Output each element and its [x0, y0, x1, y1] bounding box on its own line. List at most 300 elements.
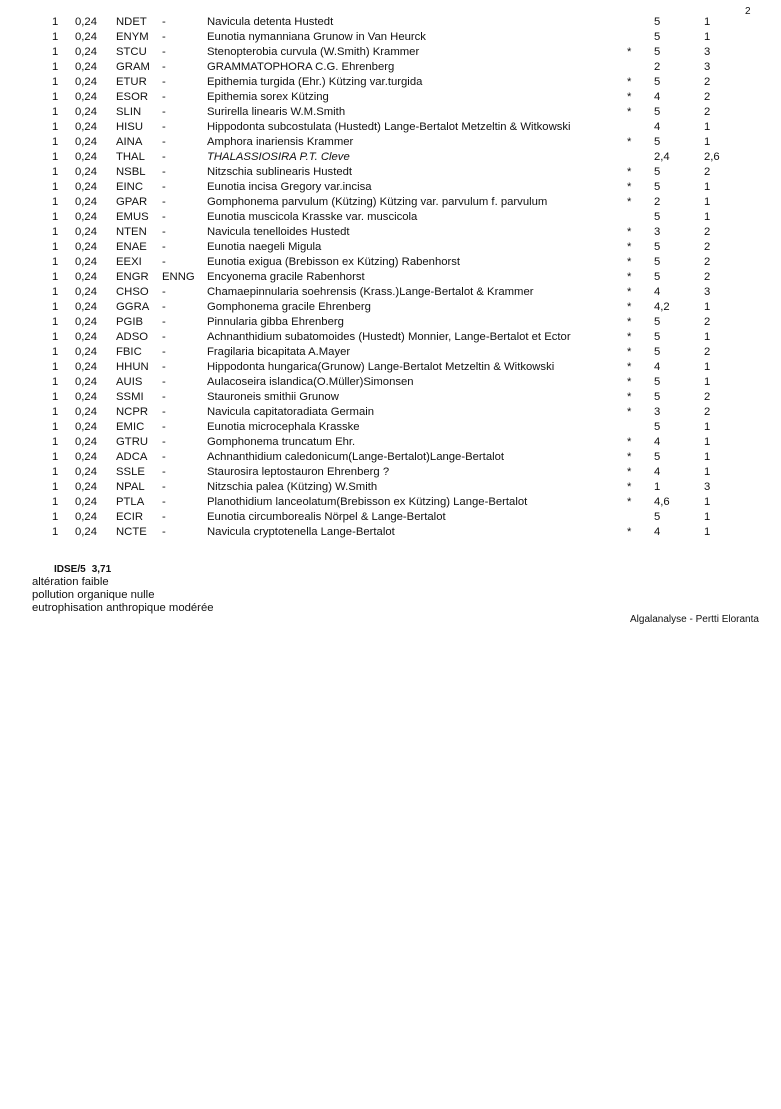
species-name-cell: Nitzschia palea (Kützing) W.Smith — [207, 481, 378, 493]
count-cell: 1 — [52, 241, 59, 253]
alt-code-cell: - — [162, 16, 166, 28]
table-row — [0, 300, 781, 315]
count-cell: 1 — [52, 391, 59, 403]
index-label: IDSE/5 — [54, 564, 86, 575]
sensitivity-cell: 5 — [654, 331, 661, 343]
code-cell: SSMI — [116, 391, 144, 403]
code-cell: ECIR — [116, 511, 143, 523]
value-cell: 1 — [704, 376, 711, 388]
sensitivity-cell: 4 — [654, 436, 661, 448]
species-name-cell: Navicula detenta Hustedt — [207, 16, 334, 28]
code-cell: SSLE — [116, 466, 145, 478]
table-row — [0, 210, 781, 225]
percent-cell: 0,24 — [75, 196, 97, 208]
marker-cell: * — [627, 256, 632, 268]
species-name-cell: Chamaepinnularia soehrensis (Krass.)Lange-Bertalot & Krammer — [207, 286, 534, 298]
species-name-cell: Surirella linearis W.M.Smith — [207, 106, 346, 118]
species-name-cell: Navicula cryptotenella Lange-Bertalot — [207, 526, 395, 538]
marker-cell: * — [627, 391, 632, 403]
alt-code-cell: - — [162, 466, 166, 478]
code-cell: CHSO — [116, 286, 149, 298]
sensitivity-cell: 4,6 — [654, 496, 670, 508]
sensitivity-cell: 4 — [654, 121, 661, 133]
count-cell: 1 — [52, 16, 59, 28]
table-row — [0, 285, 781, 300]
value-cell: 1 — [704, 121, 711, 133]
marker-cell: * — [627, 526, 632, 538]
alt-code-cell: - — [162, 121, 166, 133]
count-cell: 1 — [52, 166, 59, 178]
percent-cell: 0,24 — [75, 526, 97, 538]
code-cell: ADCA — [116, 451, 148, 463]
count-cell: 1 — [52, 376, 59, 388]
species-name-cell: Planothidium lanceolatum(Brebisson ex Kützing) Lange-Bertalot — [207, 496, 528, 508]
marker-cell: * — [627, 301, 632, 313]
value-cell: 1 — [704, 211, 711, 223]
sensitivity-cell: 5 — [654, 256, 661, 268]
code-cell: AINA — [116, 136, 143, 148]
value-cell: 2 — [704, 226, 711, 238]
table-row — [0, 375, 781, 390]
marker-cell: * — [627, 361, 632, 373]
code-cell: NTEN — [116, 226, 147, 238]
count-cell: 1 — [52, 181, 59, 193]
alt-code-cell: - — [162, 286, 166, 298]
value-cell: 2 — [704, 106, 711, 118]
percent-cell: 0,24 — [75, 301, 97, 313]
count-cell: 1 — [52, 481, 59, 493]
sensitivity-cell: 2 — [654, 196, 661, 208]
value-cell: 1 — [704, 31, 711, 43]
species-name-cell: Achnanthidium subatomoides (Hustedt) Monnier, Lange-Bertalot et Ector — [207, 331, 571, 343]
marker-cell: * — [627, 496, 632, 508]
code-cell: ENYM — [116, 31, 149, 43]
code-cell: GRAM — [116, 61, 150, 73]
index-value: 3,71 — [91, 564, 112, 575]
percent-cell: 0,24 — [75, 256, 97, 268]
species-name-cell: Amphora inariensis Krammer — [207, 136, 354, 148]
alt-code-cell: - — [162, 316, 166, 328]
table-row — [0, 525, 781, 540]
code-cell: AUIS — [116, 376, 143, 388]
value-cell: 2 — [704, 241, 711, 253]
value-cell: 3 — [704, 46, 711, 58]
sensitivity-cell: 5 — [654, 46, 661, 58]
count-cell: 1 — [52, 331, 59, 343]
value-cell: 2 — [704, 391, 711, 403]
code-cell: EINC — [116, 181, 143, 193]
value-cell: 2 — [704, 406, 711, 418]
alt-code-cell: - — [162, 361, 166, 373]
sensitivity-cell: 5 — [654, 376, 661, 388]
species-name-cell: Epithemia sorex Kützing — [207, 91, 329, 103]
count-cell: 1 — [52, 406, 59, 418]
value-cell: 1 — [704, 181, 711, 193]
alt-code-cell: - — [162, 31, 166, 43]
value-cell: 1 — [704, 526, 711, 538]
percent-cell: 0,24 — [75, 286, 97, 298]
sensitivity-cell: 5 — [654, 346, 661, 358]
species-name-cell: Hippodonta subcostulata (Hustedt) Lange-Bertalot Metzeltin & Witkowski — [207, 121, 571, 133]
species-name-cell: Epithemia turgida (Ehr.) Kützing var.turgida — [207, 76, 423, 88]
table-row — [0, 135, 781, 150]
alt-code-cell: - — [162, 421, 166, 433]
sensitivity-cell: 4 — [654, 466, 661, 478]
table-row — [0, 255, 781, 270]
sensitivity-cell: 5 — [654, 316, 661, 328]
table-row — [0, 150, 781, 165]
sensitivity-cell: 5 — [654, 421, 661, 433]
sensitivity-cell: 5 — [654, 16, 661, 28]
species-name-cell: Eunotia incisa Gregory var.incisa — [207, 181, 372, 193]
alt-code-cell: - — [162, 211, 166, 223]
marker-cell: * — [627, 466, 632, 478]
percent-cell: 0,24 — [75, 166, 97, 178]
table-row — [0, 75, 781, 90]
percent-cell: 0,24 — [75, 346, 97, 358]
code-cell: EMUS — [116, 211, 149, 223]
percent-cell: 0,24 — [75, 406, 97, 418]
alt-code-cell: - — [162, 151, 166, 163]
summary-line: pollution organique nulle — [32, 589, 155, 601]
code-cell: FBIC — [116, 346, 142, 358]
alt-code-cell: - — [162, 181, 166, 193]
marker-cell: * — [627, 376, 632, 388]
code-cell: EMIC — [116, 421, 145, 433]
table-row — [0, 45, 781, 60]
count-cell: 1 — [52, 511, 59, 523]
percent-cell: 0,24 — [75, 361, 97, 373]
count-cell: 1 — [52, 136, 59, 148]
value-cell: 1 — [704, 421, 711, 433]
alt-code-cell: - — [162, 301, 166, 313]
value-cell: 1 — [704, 436, 711, 448]
alt-code-cell: - — [162, 406, 166, 418]
count-cell: 1 — [52, 106, 59, 118]
page-number: 2 — [745, 6, 751, 17]
count-cell: 1 — [52, 421, 59, 433]
percent-cell: 0,24 — [75, 511, 97, 523]
alt-code-cell: - — [162, 481, 166, 493]
percent-cell: 0,24 — [75, 91, 97, 103]
species-name-cell: Eunotia exigua (Brebisson ex Kützing) Rabenhorst — [207, 256, 461, 268]
alt-code-cell: - — [162, 106, 166, 118]
count-cell: 1 — [52, 256, 59, 268]
species-name-cell: Achnanthidium caledonicum(Lange-Bertalot)Lange-Bertalot — [207, 451, 505, 463]
species-name-cell: Eunotia muscicola Krasske var. muscicola — [207, 211, 418, 223]
sensitivity-cell: 4 — [654, 286, 661, 298]
marker-cell: * — [627, 316, 632, 328]
sensitivity-cell: 1 — [654, 481, 661, 493]
count-cell: 1 — [52, 271, 59, 283]
marker-cell: * — [627, 346, 632, 358]
alt-code-cell: - — [162, 436, 166, 448]
code-cell: NCPR — [116, 406, 149, 418]
count-cell: 1 — [52, 211, 59, 223]
table-row — [0, 450, 781, 465]
percent-cell: 0,24 — [75, 316, 97, 328]
count-cell: 1 — [52, 301, 59, 313]
code-cell: GGRA — [116, 301, 150, 313]
table-row — [0, 345, 781, 360]
species-name-cell: Eunotia nymanniana Grunow in Van Heurck — [207, 31, 426, 43]
alt-code-cell: - — [162, 76, 166, 88]
sensitivity-cell: 5 — [654, 106, 661, 118]
species-name-cell: Navicula capitatoradiata Germain — [207, 406, 375, 418]
sensitivity-cell: 3 — [654, 226, 661, 238]
alt-code-cell: ENNG — [162, 271, 195, 283]
code-cell: HISU — [116, 121, 143, 133]
percent-cell: 0,24 — [75, 226, 97, 238]
marker-cell: * — [627, 241, 632, 253]
alt-code-cell: - — [162, 196, 166, 208]
sensitivity-cell: 5 — [654, 241, 661, 253]
species-name-cell: Eunotia circumborealis Nörpel & Lange-Bertalot — [207, 511, 446, 523]
value-cell: 1 — [704, 196, 711, 208]
percent-cell: 0,24 — [75, 46, 97, 58]
value-cell: 2 — [704, 166, 711, 178]
percent-cell: 0,24 — [75, 121, 97, 133]
code-cell: ADSO — [116, 331, 149, 343]
table-row — [0, 420, 781, 435]
count-cell: 1 — [52, 31, 59, 43]
count-cell: 1 — [52, 451, 59, 463]
species-name-cell: Staurosira leptostauron Ehrenberg ? — [207, 466, 390, 478]
percent-cell: 0,24 — [75, 211, 97, 223]
species-name-cell: Nitzschia sublinearis Hustedt — [207, 166, 353, 178]
marker-cell: * — [627, 331, 632, 343]
sensitivity-cell: 5 — [654, 181, 661, 193]
table-row — [0, 195, 781, 210]
species-name-cell: Gomphonema gracile Ehrenberg — [207, 301, 371, 313]
code-cell: GPAR — [116, 196, 148, 208]
summary-line: eutrophisation anthropique modérée — [32, 602, 214, 614]
sensitivity-cell: 5 — [654, 451, 661, 463]
sensitivity-cell: 5 — [654, 136, 661, 148]
code-cell: EEXI — [116, 256, 142, 268]
marker-cell: * — [627, 451, 632, 463]
species-name-cell: Encyonema gracile Rabenhorst — [207, 271, 365, 283]
code-cell: ENGR — [116, 271, 149, 283]
value-cell: 2 — [704, 271, 711, 283]
value-cell: 2 — [704, 316, 711, 328]
alt-code-cell: - — [162, 391, 166, 403]
percent-cell: 0,24 — [75, 136, 97, 148]
summary-line: altération faible — [32, 576, 109, 588]
sensitivity-cell: 5 — [654, 391, 661, 403]
species-name-cell: Hippodonta hungarica(Grunow) Lange-Bertalot Metzeltin & Witkowski — [207, 361, 555, 373]
sensitivity-cell: 5 — [654, 76, 661, 88]
species-name-cell: Eunotia microcephala Krasske — [207, 421, 360, 433]
percent-cell: 0,24 — [75, 106, 97, 118]
count-cell: 1 — [52, 76, 59, 88]
alt-code-cell: - — [162, 241, 166, 253]
code-cell: SLIN — [116, 106, 142, 118]
species-name-cell: Fragilaria bicapitata A.Mayer — [207, 346, 351, 358]
value-cell: 3 — [704, 61, 711, 73]
percent-cell: 0,24 — [75, 181, 97, 193]
value-cell: 1 — [704, 361, 711, 373]
summary-index — [32, 563, 214, 576]
alt-code-cell: - — [162, 166, 166, 178]
footer-credit: Algalanalyse - Pertti Eloranta — [630, 614, 759, 625]
sensitivity-cell: 5 — [654, 511, 661, 523]
percent-cell: 0,24 — [75, 76, 97, 88]
sensitivity-cell: 4 — [654, 91, 661, 103]
table-row — [0, 330, 781, 345]
value-cell: 1 — [704, 331, 711, 343]
species-name-cell: THALASSIOSIRA P.T. Cleve — [207, 151, 350, 163]
species-name-cell: Gomphonema truncatum Ehr. — [207, 436, 356, 448]
percent-cell: 0,24 — [75, 31, 97, 43]
marker-cell: * — [627, 481, 632, 493]
marker-cell: * — [627, 46, 632, 58]
code-cell: ETUR — [116, 76, 147, 88]
species-table — [0, 15, 781, 540]
table-row — [0, 360, 781, 375]
marker-cell: * — [627, 436, 632, 448]
count-cell: 1 — [52, 286, 59, 298]
sensitivity-cell: 5 — [654, 166, 661, 178]
alt-code-cell: - — [162, 91, 166, 103]
count-cell: 1 — [52, 226, 59, 238]
marker-cell: * — [627, 226, 632, 238]
alt-code-cell: - — [162, 376, 166, 388]
code-cell: NDET — [116, 16, 147, 28]
table-row — [0, 60, 781, 75]
marker-cell: * — [627, 181, 632, 193]
sensitivity-cell: 3 — [654, 406, 661, 418]
value-cell: 1 — [704, 496, 711, 508]
percent-cell: 0,24 — [75, 151, 97, 163]
table-row — [0, 405, 781, 420]
marker-cell: * — [627, 406, 632, 418]
alt-code-cell: - — [162, 496, 166, 508]
percent-cell: 0,24 — [75, 61, 97, 73]
marker-cell: * — [627, 136, 632, 148]
value-cell: 2 — [704, 346, 711, 358]
sensitivity-cell: 4 — [654, 526, 661, 538]
percent-cell: 0,24 — [75, 421, 97, 433]
alt-code-cell: - — [162, 46, 166, 58]
species-name-cell: Aulacoseira islandica(O.Müller)Simonsen — [207, 376, 414, 388]
value-cell: 1 — [704, 511, 711, 523]
species-name-cell: Navicula tenelloides Hustedt — [207, 226, 350, 238]
species-name-cell: Stenopterobia curvula (W.Smith) Krammer — [207, 46, 420, 58]
percent-cell: 0,24 — [75, 391, 97, 403]
value-cell: 1 — [704, 466, 711, 478]
species-name-cell: Pinnularia gibba Ehrenberg — [207, 316, 344, 328]
species-name-cell: Gomphonema parvulum (Kützing) Kützing var. parvulum f. parvulum — [207, 196, 548, 208]
marker-cell: * — [627, 271, 632, 283]
count-cell: 1 — [52, 496, 59, 508]
table-row — [0, 15, 781, 30]
percent-cell: 0,24 — [75, 331, 97, 343]
table-row — [0, 105, 781, 120]
alt-code-cell: - — [162, 136, 166, 148]
value-cell: 1 — [704, 136, 711, 148]
value-cell: 3 — [704, 481, 711, 493]
code-cell: HHUN — [116, 361, 149, 373]
percent-cell: 0,24 — [75, 466, 97, 478]
code-cell: NPAL — [116, 481, 145, 493]
value-cell: 2 — [704, 76, 711, 88]
alt-code-cell: - — [162, 226, 166, 238]
code-cell: GTRU — [116, 436, 149, 448]
species-name-cell: GRAMMATOPHORA C.G. Ehrenberg — [207, 61, 395, 73]
value-cell: 1 — [704, 451, 711, 463]
code-cell: STCU — [116, 46, 147, 58]
count-cell: 1 — [52, 361, 59, 373]
value-cell: 1 — [704, 16, 711, 28]
alt-code-cell: - — [162, 451, 166, 463]
value-cell: 2,6 — [704, 151, 720, 163]
percent-cell: 0,24 — [75, 481, 97, 493]
code-cell: PTLA — [116, 496, 145, 508]
table-row — [0, 510, 781, 525]
marker-cell: * — [627, 76, 632, 88]
sensitivity-cell: 5 — [654, 271, 661, 283]
value-cell: 2 — [704, 91, 711, 103]
species-name-cell: Stauroneis smithii Grunow — [207, 391, 339, 403]
count-cell: 1 — [52, 316, 59, 328]
table-row — [0, 480, 781, 495]
sensitivity-cell: 5 — [654, 211, 661, 223]
percent-cell: 0,24 — [75, 496, 97, 508]
sensitivity-cell: 4 — [654, 361, 661, 373]
marker-cell: * — [627, 286, 632, 298]
table-row — [0, 495, 781, 510]
sensitivity-cell: 2,4 — [654, 151, 670, 163]
count-cell: 1 — [52, 121, 59, 133]
code-cell: NSBL — [116, 166, 146, 178]
sensitivity-cell: 2 — [654, 61, 661, 73]
count-cell: 1 — [52, 466, 59, 478]
table-row — [0, 180, 781, 195]
species-name-cell: Eunotia naegeli Migula — [207, 241, 322, 253]
table-row — [0, 90, 781, 105]
table-row — [0, 465, 781, 480]
alt-code-cell: - — [162, 331, 166, 343]
table-row — [0, 30, 781, 45]
alt-code-cell: - — [162, 256, 166, 268]
table-row — [0, 240, 781, 255]
count-cell: 1 — [52, 346, 59, 358]
table-row — [0, 165, 781, 180]
marker-cell: * — [627, 196, 632, 208]
table-row — [0, 315, 781, 330]
code-cell: THAL — [116, 151, 145, 163]
percent-cell: 0,24 — [75, 436, 97, 448]
percent-cell: 0,24 — [75, 451, 97, 463]
value-cell: 3 — [704, 286, 711, 298]
count-cell: 1 — [52, 526, 59, 538]
table-row — [0, 390, 781, 405]
count-cell: 1 — [52, 91, 59, 103]
value-cell: 1 — [704, 301, 711, 313]
table-row — [0, 435, 781, 450]
code-cell: ENAE — [116, 241, 147, 253]
percent-cell: 0,24 — [75, 16, 97, 28]
table-row — [0, 270, 781, 285]
code-cell: NCTE — [116, 526, 147, 538]
summary-block — [32, 563, 214, 615]
alt-code-cell: - — [162, 346, 166, 358]
count-cell: 1 — [52, 151, 59, 163]
alt-code-cell: - — [162, 511, 166, 523]
table-row — [0, 120, 781, 135]
percent-cell: 0,24 — [75, 241, 97, 253]
